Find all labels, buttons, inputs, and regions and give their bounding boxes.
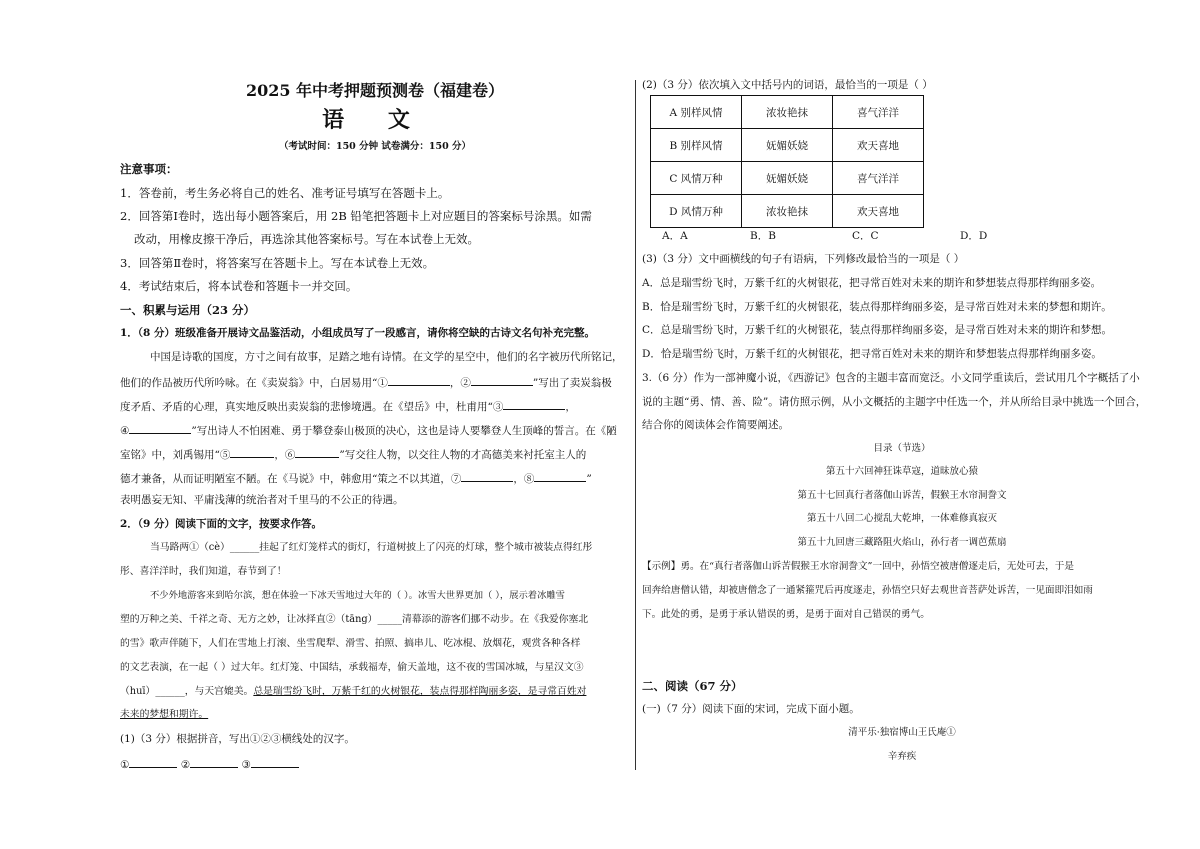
passage-line [120, 374, 612, 390]
answer-blank[interactable] [230, 446, 274, 458]
note-item: 改动，用橡皮擦干净后，再选涂其他答案标号。写在本试卷上无效。 [134, 232, 479, 246]
answer-option-c: C．C [852, 230, 879, 242]
passage-line [120, 398, 576, 414]
passage-text: ④ [120, 425, 130, 437]
passage-text: ” [586, 473, 592, 485]
table-cell: 欢天喜地 [833, 129, 924, 162]
passage-text: ，② [449, 377, 471, 389]
passage-line [120, 470, 592, 486]
option-table [650, 95, 924, 228]
passage-line: 当马路两①（cè）______挂起了红灯笼样式的街灯，行道树披上了闪亮的灯球，整个城市被装点得红彤 [150, 542, 593, 553]
passage-line: 中国是诗歌的国度，方寸之间有故事，足踏之地有诗情。在文学的星空中，他们的名字被历代所铭记， [150, 351, 623, 363]
table-cell: 喜气洋洋 [833, 96, 924, 129]
passage-text: ，⑥ [274, 449, 296, 461]
answer-blank[interactable] [251, 756, 299, 768]
note-item: 4．考试结束后，将本试卷和答题卡一并交回。 [120, 279, 358, 293]
answer-blank[interactable] [461, 470, 513, 482]
passage-text: （huī）______，与天宫媲美。 [120, 686, 254, 697]
exam-info: （考试时间：150 分钟 试卷满分：150 分） [278, 141, 472, 152]
question-stem: 说的主题“勇、情、善、险”。请仿照示例，从小文概括的主题字中任选一个，并从所给目录中挑选一个回合， [642, 396, 1147, 408]
table-cell: 浓妆艳抹 [742, 195, 833, 228]
underlined-sentence: 未来的梦想和期许。 [120, 709, 209, 720]
answer-option-d: D．D [960, 230, 988, 242]
passage-text: ， [565, 401, 576, 413]
note-item: 1．答卷前，考生务必将自己的姓名、准考证号填写在答题卡上。 [120, 186, 450, 200]
example-line: 【示例】勇。在“真行者落伽山诉苦假猴王水帘洞誊文”一回中，孙悟空被唐僧逐走后，无处可去，于是 [642, 561, 1074, 572]
blank-marker: ① [120, 759, 130, 771]
note-item: 2．回答第Ⅰ卷时，选出每小题答案后，用 2B 铅笔把答题卡上对应题目的答案标号涂黑。如需 [120, 209, 592, 223]
table-cell: D 风情万种 [651, 195, 742, 228]
passage-text: 他们的作品被历代所吟咏。在《卖炭翁》中，白居易用“① [120, 377, 388, 389]
table-cell: 妩媚妖娆 [742, 162, 833, 195]
answer-blank[interactable] [129, 756, 177, 768]
passage-text: 室铭》中，刘禹锡用“⑤ [120, 449, 231, 461]
passage-line: 的文艺表演，在一起（ ）过大年。红灯笼、中国结，承载福寿，偷天盖地，这不夜的雪国冰城，与星汉文③ [120, 662, 584, 673]
sub-question: (2)（3 分）依次填入文中括号内的词语，最恰当的一项是（ ） [642, 79, 933, 91]
table-cell: 欢天喜地 [833, 195, 924, 228]
table-row [651, 162, 924, 195]
catalog-item: 第五十七回真行者落伽山诉苦，假猴王水帘洞誊文 [797, 490, 1007, 501]
table-cell: 浓妆艳抹 [742, 96, 833, 129]
passage-text: ”写出诗人不怕困难、勇于攀登泰山极顶的决心，这也是诗人要攀登人生顶峰的誓言。在《陋 [191, 425, 617, 437]
table-cell: 妩媚妖娆 [742, 129, 833, 162]
question-stem: 2．（9 分）阅读下面的文字，按要求作答。 [120, 518, 323, 530]
answer-blank[interactable] [129, 422, 191, 434]
notes-heading: 注意事项： [120, 162, 178, 176]
catalog-item: 第五十九回唐三藏路阻火焰山，孙行者一调芭蕉扇 [797, 537, 1007, 548]
answer-blank[interactable] [190, 756, 238, 768]
question-stem: 结合你的阅读体会作简要阐述。 [642, 419, 789, 431]
passage-text: 德才兼备，从而证明陋室不陋。在《马说》中，韩愈用“策之不以其道，⑦ [120, 473, 462, 485]
catalog-title: 目录（节选） [873, 443, 931, 454]
sub-question: (1)（3 分）根据拼音，写出①②③横线处的汉字。 [120, 733, 355, 745]
passage-text: ”写出了卖炭翁极 [532, 377, 612, 389]
catalog-item: 第五十八回二心搅乱大乾坤，一体难修真寂灭 [806, 513, 997, 524]
note-item: 3．回答第Ⅱ卷时，将答案写在答题卡上。写在本试卷上无效。 [120, 256, 435, 270]
answer-blank[interactable] [388, 374, 450, 386]
table-row [651, 195, 924, 228]
sub-question: (3)（3 分）文中画横线的句子有语病，下列修改最恰当的一项是（ ） [642, 253, 965, 265]
answer-blank[interactable] [503, 398, 565, 410]
catalog-item: 第五十六回神狂诛草寇，道昧放心猿 [825, 466, 978, 477]
blank-marker: ③ [241, 759, 251, 771]
answer-option-b: B．B [750, 230, 776, 242]
example-line: 回奔给唐僧认错，却被唐僧念了一通紧箍咒后再度逐走，孙悟空只好去观世音菩萨处诉苦，一见面即泪如雨 [642, 585, 1093, 596]
passage-line [120, 422, 617, 438]
choice-option: D．恰是瑞雪纷飞时，万紫千红的火树银花，把寻常百姓对未来的期许和梦想装点得那样绚丽多姿。 [642, 348, 1102, 360]
column-divider [635, 80, 636, 770]
passage-line: 不少外地游客来到哈尔滨，想在体验一下冰天雪地过大年的（ ）。冰雪大世界更加（ ），展示着冰雕雪 [150, 590, 565, 601]
section-heading: 二、阅读（67 分） [642, 679, 743, 693]
question-stem: 3.（6 分）作为一部神魔小说，《西游记》包含的主题丰富而宽泛。小文同学重读后，尝试用几个字概括了小 [642, 372, 1140, 384]
sub-section-heading: (一)（7 分）阅读下面的宋词，完成下面小题。 [642, 703, 860, 715]
question-stem: 1．（8 分）班级准备开展诗文品鉴活动，小组成员写了一段感言，请你将空缺的古诗文名句补充完整。 [120, 327, 596, 339]
answer-blank[interactable] [295, 446, 339, 458]
passage-line: 塑的万种之美、千祥之奇、无方之妙，让冰择直②（tāng）_____清幕添的游客们挪不动步。在《我爱你塞北 [120, 614, 589, 625]
answer-blank[interactable] [534, 470, 586, 482]
poem-title: 清平乐·独宿博山王氏庵① [848, 727, 956, 738]
passage-line [120, 685, 586, 699]
passage-line: 的雪》歌声伴随下，人们在雪地上打滚、坐雪爬犁、滑雪、拍照、搞串儿、吃冰棍、放烟花，观赏各种各样 [120, 638, 581, 649]
answer-blank[interactable] [471, 374, 533, 386]
choice-option: B．恰是瑞雪纷飞时，万紫千红的火树银花，装点得那样绚丽多姿，是寻常百姓对未来的梦想和期许。 [642, 301, 1112, 313]
table-cell: 喜气洋洋 [833, 162, 924, 195]
section-heading: 一、积累与运用（23 分） [120, 303, 256, 317]
passage-line [120, 446, 586, 462]
example-line: 下。此处的勇，是勇于承认错误的勇，是勇于面对自己错误的勇气。 [642, 609, 930, 620]
table-cell: A 别样风情 [651, 96, 742, 129]
table-cell: B 别样风情 [651, 129, 742, 162]
choice-option: A．总是瑞雪纷飞时，万紫千红的火树银花，把寻常百姓对未来的期许和梦想装点得那样绚丽多姿。 [642, 277, 1102, 289]
choice-option: C．总是瑞雪纷飞时，万紫千红的火树银花，装点得那样绚丽多姿，是寻常百姓对未来的期许和梦想。 [642, 324, 1113, 336]
subject-title: 语 文 [322, 107, 428, 133]
passage-text: 度矛盾、矛盾的心理，真实地反映出卖炭翁的悲惨境遇。在《望岳》中，杜甫用“③ [120, 401, 504, 413]
table-cell: C 风情万种 [651, 162, 742, 195]
exam-title: 2025 年中考押题预测卷（福建卷） [245, 81, 505, 100]
table-row [651, 96, 924, 129]
passage-text: ，⑧ [513, 473, 535, 485]
passage-line: 彤、喜洋洋时，我们知道，春节到了！ [120, 566, 287, 577]
passage-line: 表明愚妄无知、平庸浅薄的统治者对千里马的不公正的待遇。 [120, 494, 404, 506]
underlined-sentence: 总是瑞雪纷飞时，万紫千红的火树银花，装点得那样陶丽多姿，是寻常百姓对 [253, 686, 587, 697]
poem-author: 辛弃疾 [887, 751, 917, 762]
blank-marker: ② [180, 759, 191, 771]
answer-line [120, 756, 299, 772]
passage-text: ”写交往人物，以交往人物的才高德美来衬托室主人的 [339, 449, 587, 461]
answer-option-a: A．A [662, 230, 688, 242]
table-row [651, 129, 924, 162]
